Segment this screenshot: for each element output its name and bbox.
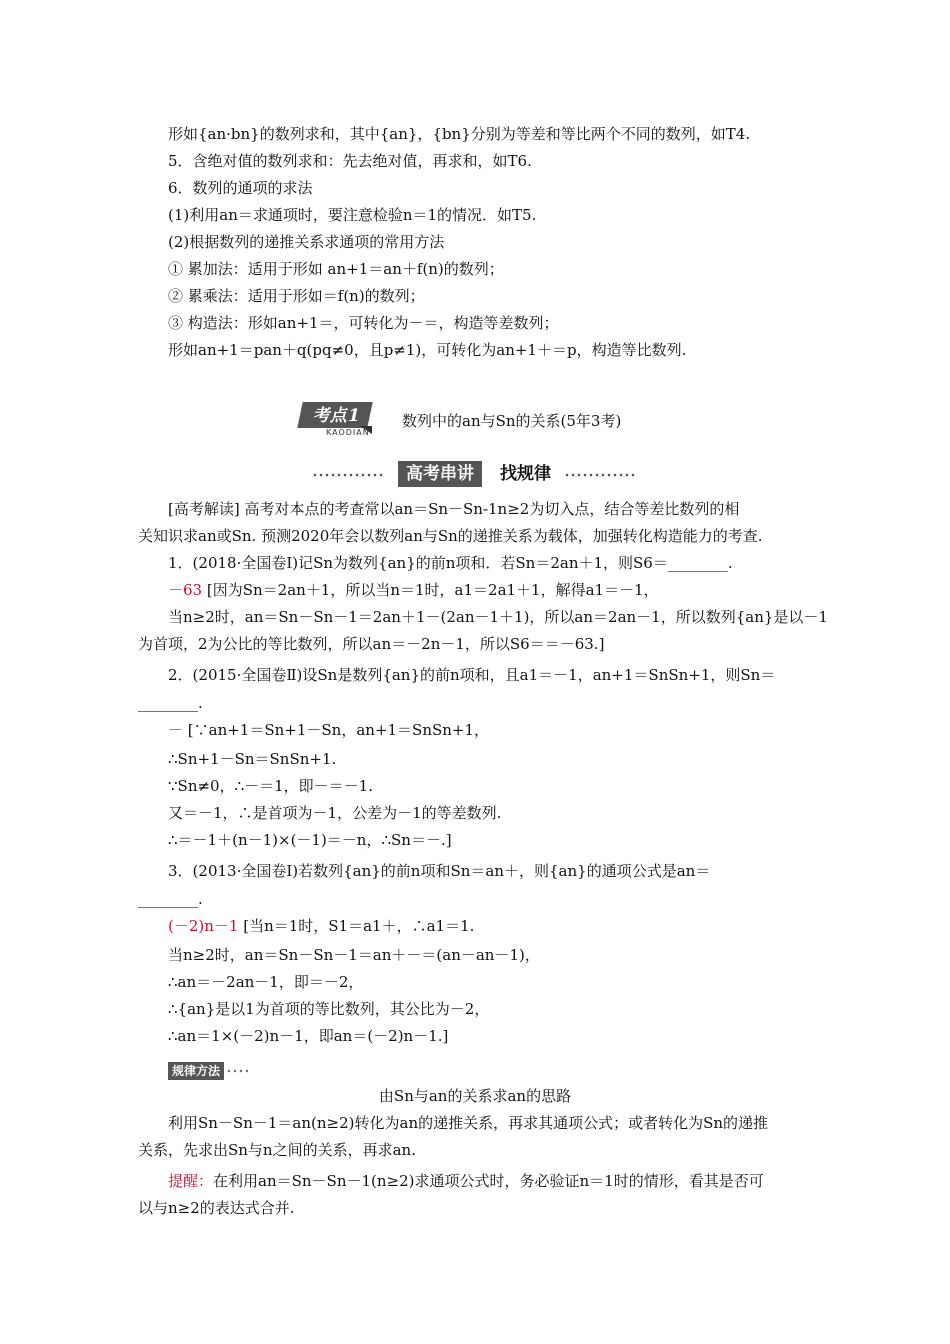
guilv-label: 规律方法 bbox=[168, 1062, 224, 1080]
answer-2-line bbox=[168, 719, 489, 741]
text-line: ∴＝－1＋(n－1)×(－1)＝－n，∴Sn＝－.] bbox=[168, 831, 452, 849]
text-line: 2．(2015·全国卷Ⅱ)设Sn是数列{an}的前n项和，且a1＝－1，an+1＝SnSn+1，则Sn＝ bbox=[168, 666, 776, 684]
text-line: 以与n≥2的表达式合并. bbox=[138, 1199, 295, 1217]
kaodian-description: 数列中的an与Sn的关系(5年3考) bbox=[402, 412, 622, 430]
gaokao-header bbox=[312, 461, 638, 489]
text-line: ________. bbox=[138, 694, 203, 712]
answer-3-value: (－2)n－1 bbox=[168, 917, 239, 935]
text-line: [高考解读] 高考对本点的考查常以an＝Sn－Sn-1n≥2为切入点，结合等差比数列的相 bbox=[168, 500, 740, 518]
kaodian-sub: KAODIAN bbox=[326, 428, 370, 437]
dots-right-icon bbox=[564, 473, 636, 477]
text-line: 当n≥2时，an＝Sn－Sn－1＝an＋－＝(an－an－1)， bbox=[168, 946, 540, 964]
gaokao-label: 找规律 bbox=[500, 464, 551, 484]
tip-text: 在利用an＝Sn－Sn－1(n≥2)求通项公式时，务必验证n＝1时的情形，看其是否可 bbox=[213, 1172, 764, 1190]
answer-3-line bbox=[168, 915, 474, 937]
text-line: ∴Sn+1－Sn＝SnSn+1. bbox=[168, 750, 337, 768]
text-line: 又＝－1，∴是首项为－1，公差为－1的等差数列. bbox=[168, 804, 502, 822]
text-line: ∴{an}是以1为首项的等比数列，其公比为－2， bbox=[168, 1000, 490, 1018]
text-line: (1)利用an＝求通项时，要注意检验n＝1的情况．如T5. bbox=[168, 206, 537, 224]
answer-1-line bbox=[168, 579, 659, 601]
answer-3-explanation: [当n＝1时，S1＝a1＋，∴a1＝1. bbox=[238, 917, 475, 935]
text-line: 关知识求an或Sn. 预测2020年会以数列an与Sn的递推关系为载体，加强转化构造能力的考查. bbox=[138, 527, 763, 545]
tip-label: 提醒： bbox=[168, 1172, 214, 1190]
text-line: ② 累乘法：适用于形如＝f(n)的数列； bbox=[168, 287, 425, 305]
guilv-dots-icon bbox=[226, 1069, 248, 1073]
text-line: ∵Sn≠0，∴－＝1，即－＝－1. bbox=[168, 777, 373, 795]
text-line: 利用Sn－Sn－1＝an(n≥2)转化为an的递推关系，再求其通项公式；或者转化为Sn的递推 bbox=[168, 1114, 769, 1132]
text-line: 形如{an·bn}的数列求和，其中{an}，{bn}分别为等差和等比两个不同的数列，如T4. bbox=[168, 125, 751, 143]
guilv-tag bbox=[168, 1060, 248, 1078]
text-line: 5．含绝对值的数列求和：先去绝对值，再求和，如T6. bbox=[168, 152, 532, 170]
kaodian-label: 考点1 bbox=[297, 402, 372, 428]
text-line: 3．(2013·全国卷Ⅰ)若数列{an}的前n项和Sn＝an＋，则{an}的通项公式是an＝ bbox=[168, 862, 711, 880]
answer-2-explanation: [∵an+1＝Sn+1－Sn，an+1＝SnSn+1， bbox=[183, 721, 490, 739]
text-line: ∴an＝－2an－1，即＝－2， bbox=[168, 973, 364, 991]
text-line: 为首项，2为公比的等比数列，所以an＝－2n－1，所以S6＝＝－63.] bbox=[138, 635, 605, 653]
text-line: ∴an＝1×(－2)n－1，即an＝(－2)n－1.] bbox=[168, 1027, 449, 1045]
text-line: 关系，先求出Sn与n之间的关系，再求an. bbox=[138, 1141, 416, 1159]
text-line: (2)根据数列的递推关系求通项的常用方法 bbox=[168, 233, 445, 251]
text-line: 6．数列的通项的求法 bbox=[168, 179, 313, 197]
dots-left-icon bbox=[312, 473, 384, 477]
text-line: ① 累加法：适用于形如 an+1＝an＋f(n)的数列； bbox=[168, 260, 504, 278]
text-line: ________. bbox=[138, 890, 203, 908]
text-line: ③ 构造法：形如an+1＝，可转化为－＝，构造等差数列； bbox=[168, 314, 559, 332]
method-title: 由Sn与an的关系求an的思路 bbox=[378, 1087, 572, 1105]
gaokao-box: 高考串讲 bbox=[398, 461, 482, 487]
text-line: 形如an+1＝pan＋q(pq≠0，且p≠1)，可转化为an+1＋＝p，构造等比数列. bbox=[168, 341, 687, 359]
answer-1-explanation: [因为Sn＝2an＋1，所以当n＝1时，a1＝2a1＋1，解得a1＝－1， bbox=[202, 581, 659, 599]
text-line: 当n≥2时，an＝Sn－Sn－1＝2an＋1－(2an－1＋1)，所以an＝2an－1，所以数列{an}是以－1 bbox=[168, 608, 828, 626]
kaodian-triangle-icon bbox=[360, 426, 372, 434]
answer-2-value: － bbox=[168, 721, 184, 739]
text-line: 1．(2018·全国卷Ⅰ)记Sn为数列{an}的前n项和．若Sn＝2an＋1，则S6＝________. bbox=[168, 554, 733, 572]
kaodian-header bbox=[300, 402, 622, 437]
answer-1-value: －63 bbox=[168, 581, 203, 599]
tip-line bbox=[168, 1170, 764, 1192]
